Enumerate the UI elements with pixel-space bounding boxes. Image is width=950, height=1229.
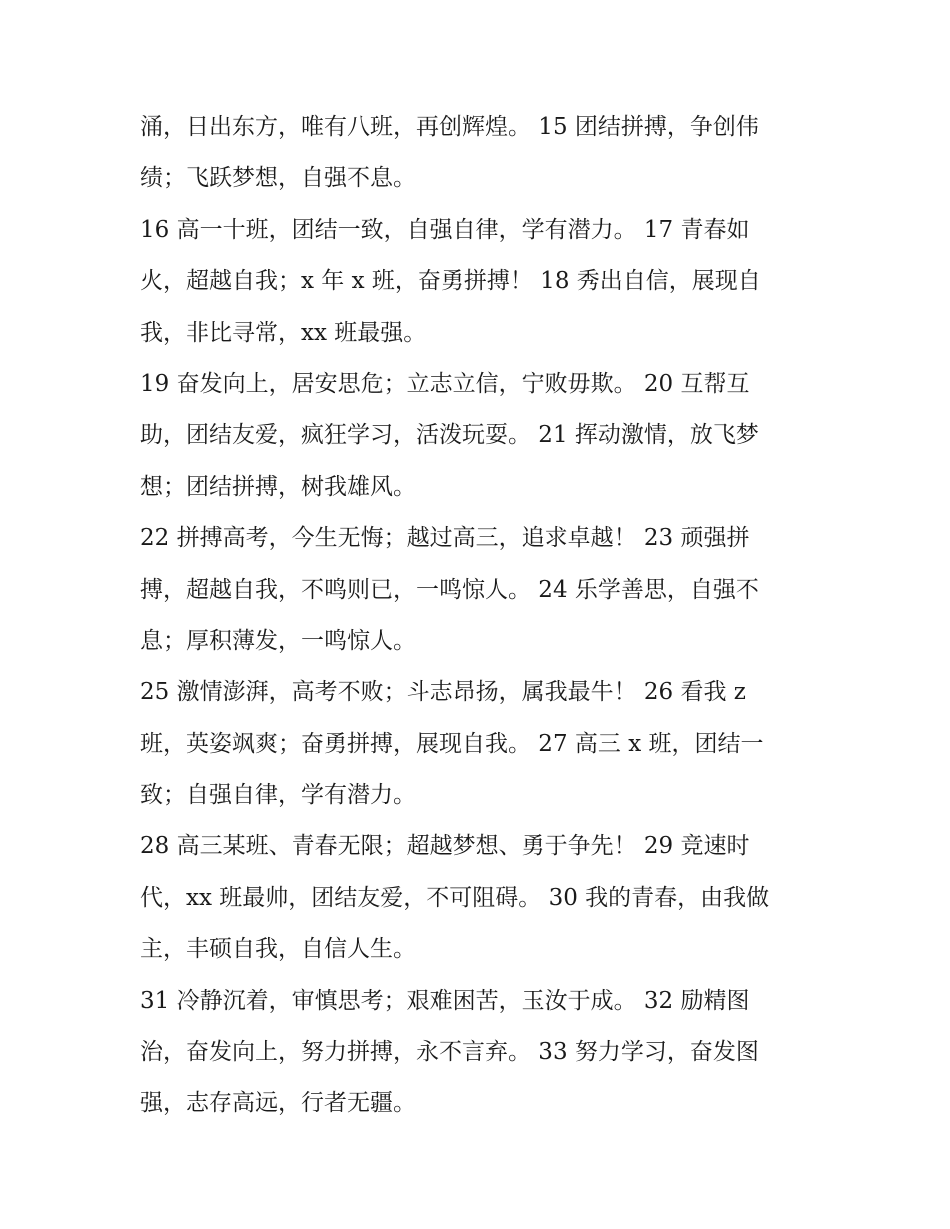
text-line: 主，丰硕自我，自信人生。 bbox=[140, 936, 416, 963]
text-line: 涌，日出东方，唯有八班，再创辉煌。 15 团结拼搏，争创伟 bbox=[140, 114, 759, 140]
text-line: 绩；飞跃梦想，自强不息。 bbox=[140, 165, 416, 192]
text-line: 31 冷静沉着，审慎思考；艰难困苦，玉汝于成。 32 励精图 bbox=[140, 987, 750, 1014]
text-line: 22 拼搏高考，今生无悔；越过高三，追求卓越！ 23 顽强拼 bbox=[140, 525, 750, 552]
text-line: 助，团结友爱，疯狂学习，活泼玩耍。 21 挥动激情，放飞梦 bbox=[140, 422, 759, 449]
document-body bbox=[140, 102, 810, 1130]
paragraph bbox=[140, 513, 810, 667]
text-line: 我，非比寻常，xx 班最强。 bbox=[140, 319, 427, 346]
text-line: 19 奋发向上，居安思危；立志立信，宁败毋欺。 20 互帮互 bbox=[140, 370, 750, 397]
text-line: 28 高三某班、青春无限；超越梦想、勇于争先！ 29 竞速时 bbox=[140, 833, 750, 860]
text-line: 25 激情澎湃，高考不败；斗志昂扬，属我最牛！ 26 看我 z bbox=[140, 679, 746, 706]
paragraph bbox=[140, 821, 810, 975]
paragraph bbox=[140, 205, 810, 359]
text-line: 搏，超越自我，不鸣则已，一鸣惊人。 24 乐学善思，自强不 bbox=[140, 576, 759, 603]
paragraph bbox=[140, 102, 810, 205]
text-line: 火，超越自我；x 年 x 班，奋勇拼搏！ 18 秀出自信，展现自 bbox=[140, 268, 761, 295]
text-line: 息；厚积薄发，一鸣惊人。 bbox=[140, 627, 416, 654]
text-line: 强，志存高远，行者无疆。 bbox=[140, 1090, 416, 1117]
paragraph bbox=[140, 667, 810, 821]
text-line: 致；自强自律，学有潜力。 bbox=[140, 782, 416, 809]
text-line: 代，xx 班最帅，团结友爱，不可阻碍。 30 我的青春，由我做 bbox=[140, 884, 770, 911]
text-line: 想；团结拼搏，树我雄风。 bbox=[140, 473, 416, 500]
paragraph bbox=[140, 359, 810, 513]
text-line: 治，奋发向上，努力拼搏，永不言弃。 33 努力学习，奋发图 bbox=[140, 1039, 759, 1066]
paragraph bbox=[140, 976, 810, 1130]
text-line: 16 高一十班，团结一致，自强自律，学有潜力。 17 青春如 bbox=[140, 216, 750, 243]
text-line: 班，英姿飒爽；奋勇拼搏，展现自我。 27 高三 x 班，团结一 bbox=[140, 730, 764, 757]
